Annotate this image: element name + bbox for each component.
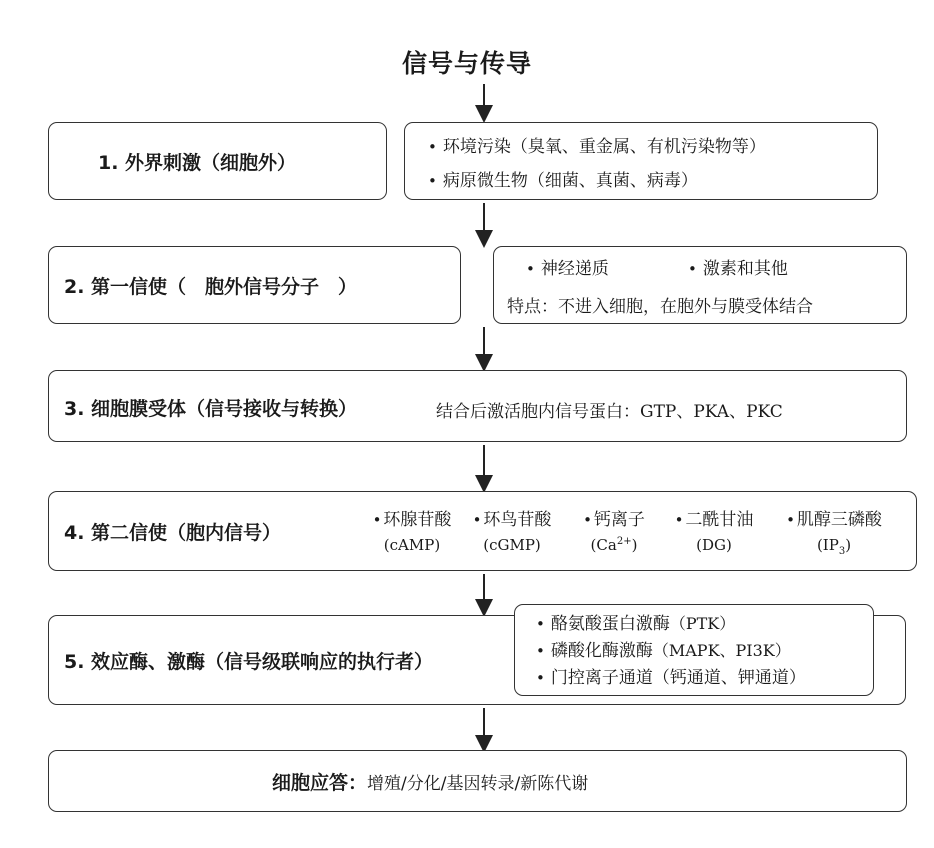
bullet-icon: • (526, 260, 535, 278)
diagram-title: 信号与传导 (401, 49, 532, 78)
bullet-icon: • (472, 511, 482, 529)
step4-label: 4. 第二信使（胞内信号） (64, 522, 282, 544)
step3-label: 3. 细胞膜受体（信号接收与转换） (64, 398, 358, 420)
step5-detail-3: • 门控离子通道（钙通道、钾通道） (536, 668, 806, 688)
bullet-icon: • (536, 615, 545, 633)
messenger-calcium: • 钙离子 $(Ca^{2+})$ (583, 510, 645, 554)
bullet-icon: • (372, 511, 382, 529)
step5-label: 5. 效应酶、激酶（信号级联响应的执行者） (64, 651, 434, 673)
bullet-icon: • (688, 260, 697, 278)
messenger-ip3: • 肌醇三磷酸 $(IP_3)$ (786, 510, 882, 557)
step1-detail-2: • 病原微生物（细菌、真菌、病毒） (428, 171, 698, 191)
bullet-icon: • (428, 138, 437, 156)
step1-label: 1. 外界刺激（细胞外） (98, 152, 297, 174)
step2-item-2: • 激素和其他 (688, 259, 788, 279)
step5-detail-2: • 磷酸化酶激酶（MAPK、PI3K） (536, 641, 791, 661)
bullet-icon: • (786, 511, 795, 529)
bullet-icon: • (674, 511, 684, 529)
bullet-icon: • (536, 642, 545, 660)
response-text: 增殖/分化/基因转录/新陈代谢 (367, 774, 589, 794)
cell-response (272, 768, 588, 795)
step1-detail-1: • 环境污染（臭氧、重金属、有机污染物等） (428, 137, 766, 157)
bullet-icon: • (428, 172, 437, 190)
step2-note: 特点：不进入细胞，在胞外与膜受体结合 (507, 297, 813, 317)
step5-detail-1: • 酪氨酸蛋白激酶（PTK） (536, 614, 736, 634)
messenger-cgmp: • 环鸟苷酸 (cGMP) (472, 510, 552, 554)
bullet-icon: • (536, 669, 545, 687)
step2-label: 2. 第一信使（ 胞外信号分子 ） (64, 276, 358, 298)
response-label: 细胞应答： (272, 772, 368, 794)
step2-item-1: • 神经递质 (526, 259, 609, 279)
messenger-dg: • 二酰甘油 (DG) (674, 510, 754, 554)
step3-note: 结合后激活胞内信号蛋白：GTP、PKA、PKC (436, 402, 783, 422)
bullet-icon: • (583, 511, 592, 529)
messenger-camp: • 环腺苷酸 (cAMP) (372, 510, 452, 554)
